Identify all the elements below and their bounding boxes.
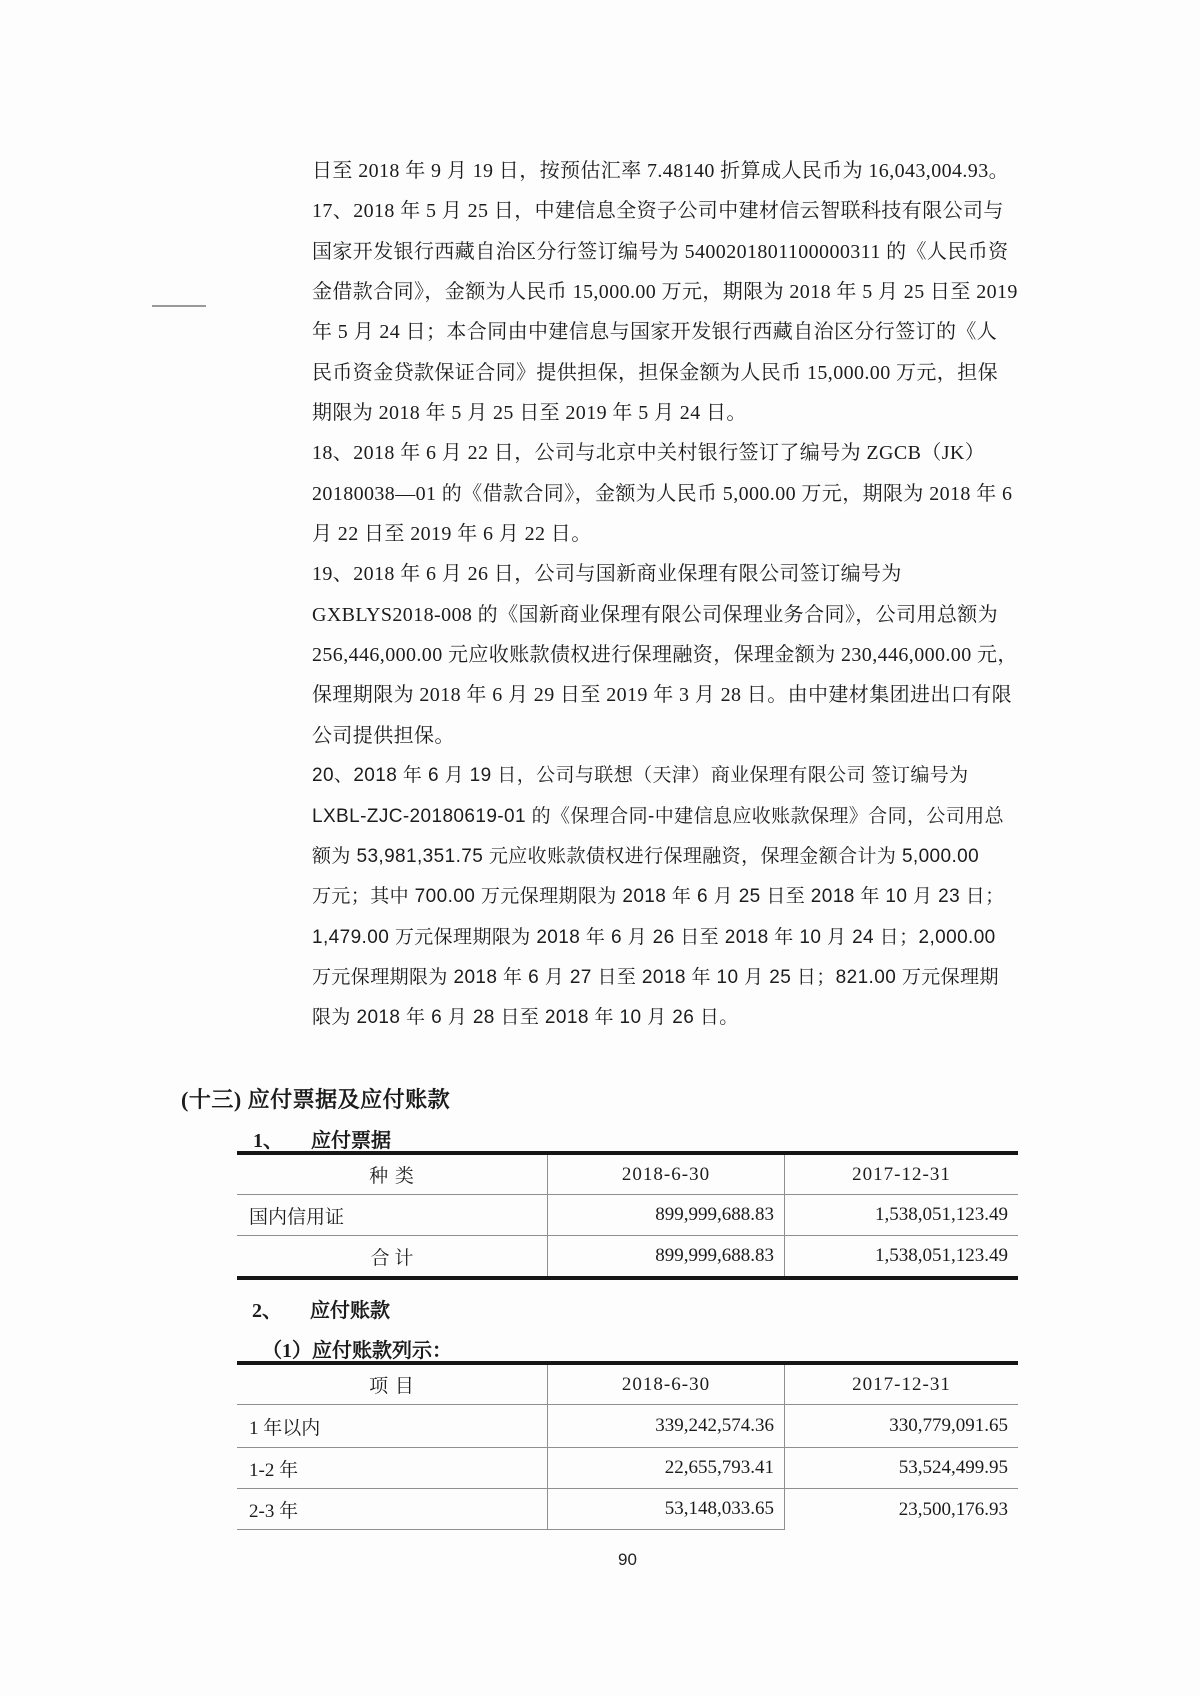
paragraph-line: 限为 2018 年 6 月 28 日至 2018 年 10 月 26 日。 — [312, 1007, 739, 1029]
paragraph-line: 17、2018 年 5 月 25 日，中建信息全资子公司中建材信云智联科技有限公司与 — [312, 200, 1004, 223]
page-number: 90 — [618, 1550, 637, 1569]
paragraph-line: 19、2018 年 6 月 26 日，公司与国新商业保理有限公司签订编号为 — [312, 563, 902, 586]
subsection-1-heading — [253, 1124, 391, 1153]
paragraph-line: 保理期限为 2018 年 6 月 29 日至 2019 年 3 月 28 日。由中建材集团进出口有限 — [312, 684, 1012, 707]
subsection-2-number: 2、 — [252, 1300, 282, 1322]
margin-revision-mark — [152, 305, 206, 307]
table-header-cell: 2018-6-30 — [548, 1365, 785, 1405]
paragraph-line: GXBLYS2018-008 的《国新商业保理有限公司保理业务合同》，公司用总额为 — [312, 603, 999, 626]
subsection-1-title: 应付票据 — [311, 1130, 391, 1152]
table-cell: 1 年以内 — [237, 1405, 548, 1448]
paragraph-line: 万元；其中 700.00 万元保理期限为 2018 年 6 月 25 日至 2018 年 10 月 23 日； — [312, 886, 1005, 908]
table-total-cell: 1,538,051,123.49 — [875, 1245, 1008, 1266]
table-cell: 国内信用证 — [237, 1195, 548, 1236]
paragraph-line: 18、2018 年 6 月 22 日，公司与北京中关村银行签订了编号为 ZGCB（JK） — [312, 442, 986, 465]
paragraph-line: 月 22 日至 2019 年 6 月 22 日。 — [312, 523, 592, 546]
paragraph-line: 年 5 月 24 日；本合同由中建信息与国家开发银行西藏自治区分行签订的《人 — [312, 321, 998, 344]
table-cell: 53,524,499.95 — [785, 1448, 1018, 1489]
accounts-payable-table — [237, 1361, 1018, 1530]
table-header-cell: 2017-12-31 — [785, 1365, 1018, 1405]
subsection-1-number: 1、 — [253, 1130, 283, 1152]
paragraph-line: 期限为 2018 年 5 月 25 日至 2019 年 5 月 24 日。 — [312, 402, 747, 425]
body-paragraphs — [312, 151, 1018, 1039]
paragraph-line: 金借款合同》，金额为人民币 15,000.00 万元，期限为 2018 年 5 月 25 日至 2019 — [312, 281, 1018, 304]
table-cell: 23,500,176.93 — [898, 1498, 1008, 1520]
table-header-cell: 2017-12-31 — [785, 1155, 1018, 1195]
paragraph-line: 20、2018 年 6 月 19 日，公司与联想（天津）商业保理有限公司 签订编号为 — [312, 765, 969, 787]
subsection-2-heading — [252, 1294, 390, 1323]
table-total-cell: 899,999,688.83 — [548, 1236, 785, 1276]
table-cell: 2-3 年 — [237, 1489, 548, 1530]
table-header-cell: 项 目 — [237, 1365, 548, 1405]
paragraph-line: 1,479.00 万元保理期限为 2018 年 6 月 26 日至 2018 年 10 月 24 日；2,000.00 — [312, 926, 996, 948]
subsection-2-title: 应付账款 — [310, 1300, 390, 1322]
table-header-cell: 种 类 — [237, 1155, 548, 1195]
subsection-2-item-label: （1）应付账款列示： — [262, 1340, 452, 1362]
paragraph-line: LXBL-ZJC-20180619-01 的《保理合同-中建信息应收账款保理》合同，公司用总 — [312, 805, 1004, 827]
table-cell: 1,538,051,123.49 — [785, 1195, 1018, 1236]
paragraph-line: 万元保理期限为 2018 年 6 月 27 日至 2018 年 10 月 25 日；821.00 万元保理期 — [312, 966, 999, 988]
paragraph-line: 20180038—01 的《借款合同》，金额为人民币 5,000.00 万元，期限为 2018 年 6 — [312, 482, 1013, 505]
table-total-cell: 合 计 — [237, 1236, 548, 1276]
paragraph-line: 256,446,000.00 元应收账款债权进行保理融资，保理金额为 230,446,000.00 元， — [312, 644, 1018, 667]
paragraph-line: 国家开发银行西藏自治区分行签订编号为 5400201801100000311 的《人民币资 — [312, 240, 1009, 263]
notes-payable-table — [237, 1151, 1018, 1280]
table-cell: 330,779,091.65 — [785, 1405, 1018, 1448]
paragraph-line: 日至 2018 年 9 月 19 日，按预估汇率 7.48140 折算成人民币为 16,043,004.93。 — [312, 160, 1009, 182]
paragraph-line: 民币资金贷款保证合同》提供担保，担保金额为人民币 15,000.00 万元，担保 — [312, 361, 998, 384]
paragraph-line: 公司提供担保。 — [312, 724, 455, 747]
paragraph-line: 额为 53,981,351.75 元应收账款债权进行保理融资，保理金额合计为 5,000.00 — [312, 845, 980, 867]
table-cell: 899,999,688.83 — [548, 1195, 785, 1236]
table-cell: 53,148,033.65 — [548, 1489, 785, 1530]
section-heading: (十三) 应付票据及应付账款 — [181, 1087, 451, 1112]
table-cell: 1-2 年 — [237, 1448, 548, 1489]
table-cell: 339,242,574.36 — [548, 1405, 785, 1448]
table-header-cell: 2018-6-30 — [548, 1155, 785, 1195]
table-cell: 22,655,793.41 — [548, 1448, 785, 1489]
